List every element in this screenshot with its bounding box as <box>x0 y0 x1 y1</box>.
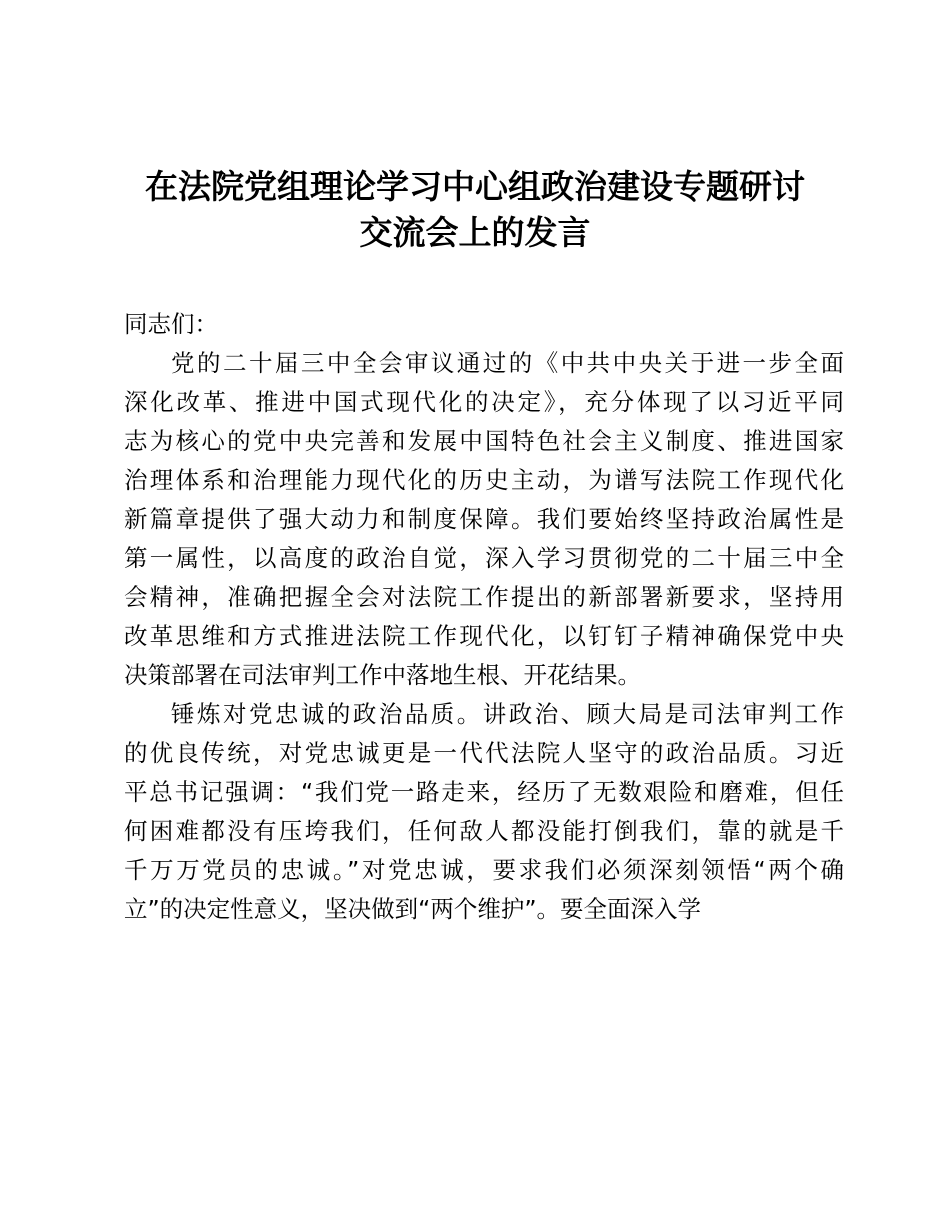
title-line: 在法院党组理论学习中心组政治建设专题研讨 <box>145 167 805 206</box>
title-line: 交流会上的发言 <box>359 213 591 252</box>
text-line: 何困难都没有压垮我们，任何敌人都没能打倒我们，靠的就是千 <box>124 817 844 845</box>
text-line: 第一属性，以高度的政治自觉，深入学习贯彻党的二十届三中全 <box>124 544 844 572</box>
text-line: 新篇章提供了强大动力和制度保障。我们要始终坚持政治属性是 <box>124 505 844 533</box>
document-body <box>124 305 844 929</box>
text-line: 平总书记强调：“我们党一路走来，经历了无数艰险和磨难，但任 <box>124 778 844 806</box>
text-line: 立”的决定性意义，坚决做到“两个维护”。要全面深入学 <box>124 895 702 923</box>
text-line: 党的二十届三中全会审议通过的《中共中央关于进一步全面 <box>171 349 844 377</box>
text-line: 改革思维和方式推进法院工作现代化，以钉钉子精神确保党中央 <box>124 622 844 650</box>
document-title <box>60 164 890 256</box>
text-line: 治理体系和治理能力现代化的历史主动，为谱写法院工作现代化 <box>124 466 844 494</box>
text-line: 深化改革、推进中国式现代化的决定》，充分体现了以习近平同 <box>124 388 844 416</box>
text-line: 志为核心的党中央完善和发展中国特色社会主义制度、推进国家 <box>124 427 844 455</box>
paragraph <box>124 344 844 695</box>
text-line: 决策部署在司法审判工作中落地生根、开花结果。 <box>124 661 641 689</box>
text-line: 的优良传统，对党忠诚更是一代代法院人坚守的政治品质。习近 <box>124 739 844 767</box>
text-line: 锤炼对党忠诚的政治品质。讲政治、顾大局是司法审判工作 <box>171 700 844 728</box>
text-line: 会精神，准确把握全会对法院工作提出的新部署新要求，坚持用 <box>124 583 844 611</box>
salutation: 同志们： <box>124 310 218 338</box>
paragraph <box>124 695 844 929</box>
text-line: 千万万党员的忠诚。”对党忠诚，要求我们必须深刻领悟“两个确 <box>124 856 844 884</box>
